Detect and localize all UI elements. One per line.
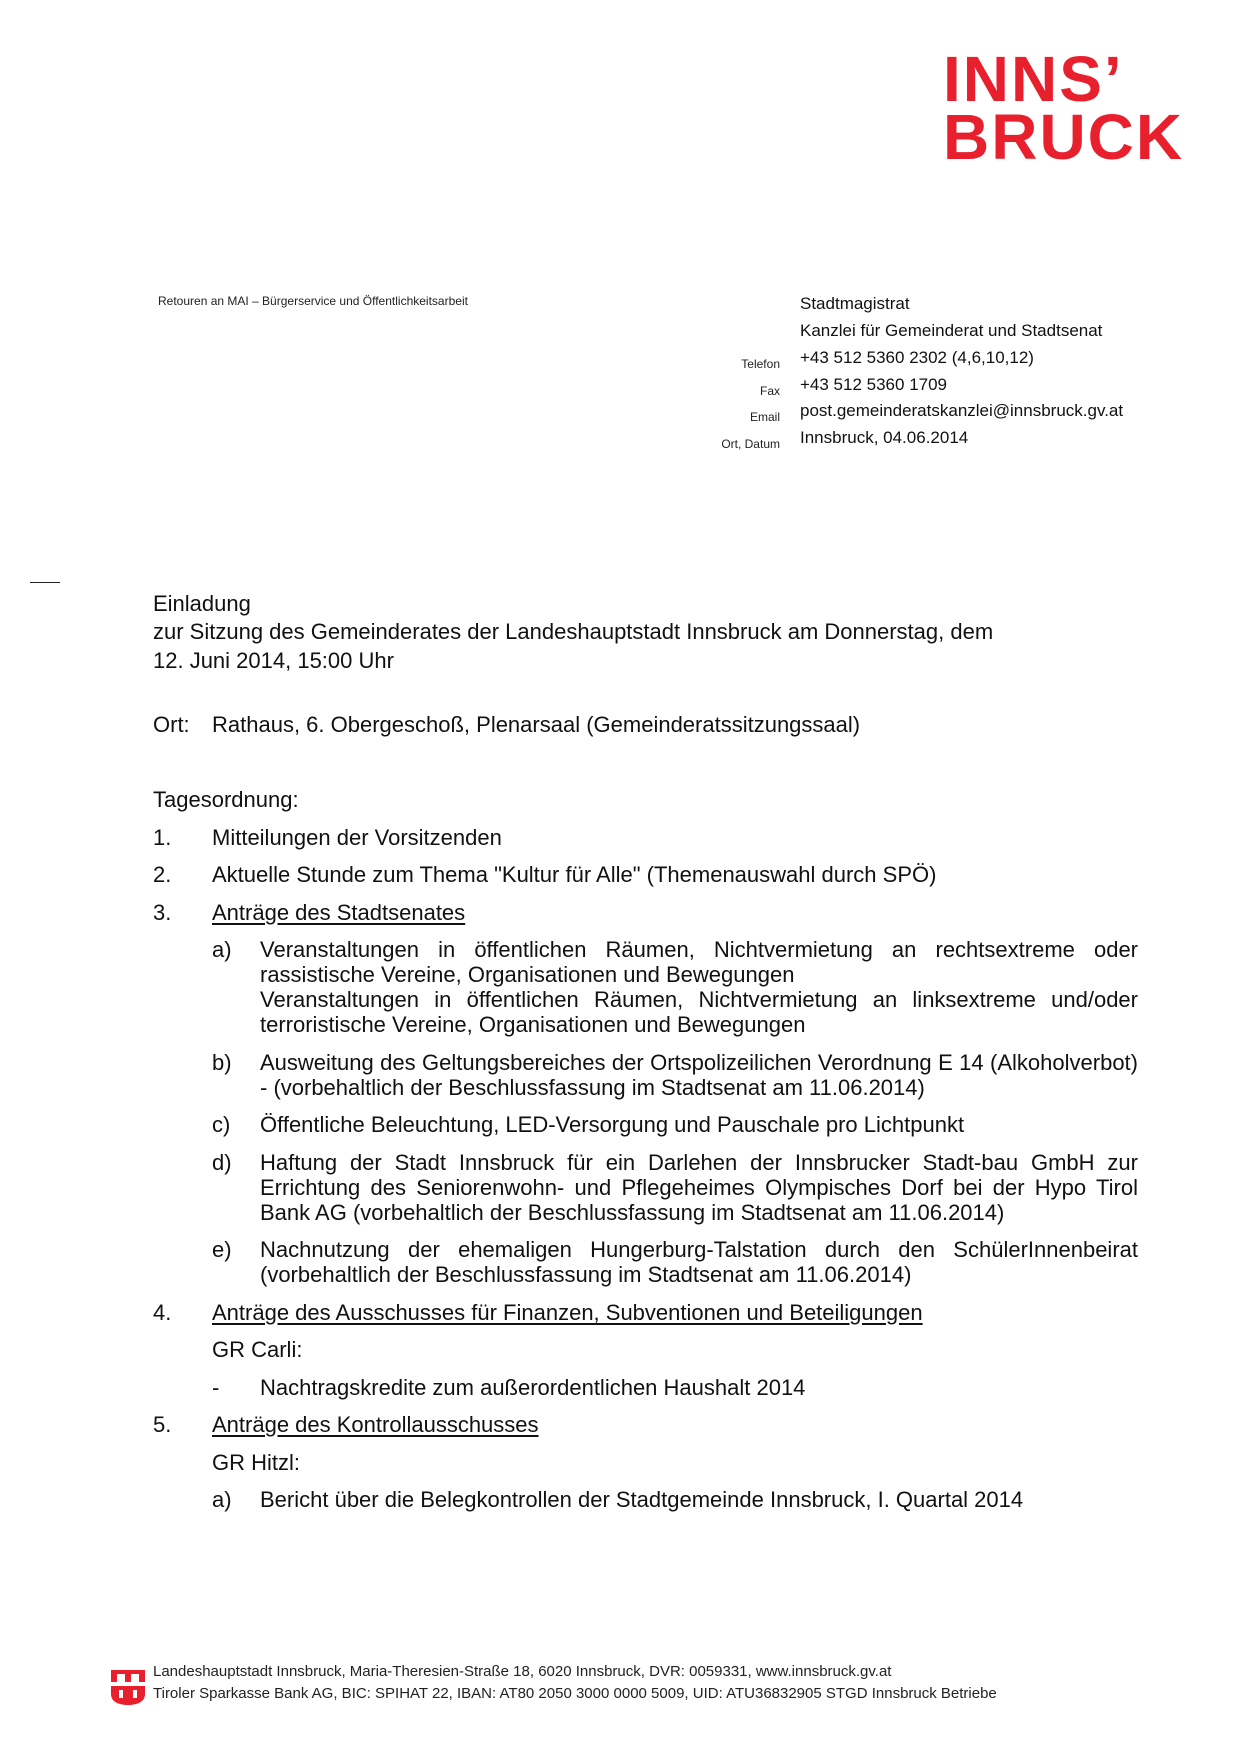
agenda-item-number: 4. [153,1300,172,1325]
speaker-label: GR Carli: [212,1337,303,1362]
place-date-value: Innsbruck, 04.06.2014 [800,428,969,447]
email-value: post.gemeinderatskanzlei@innsbruck.gv.at [800,401,1124,420]
agenda-item-text: Aktuelle Stunde zum Thema "Kultur für Alle" (Themenauswahl durch SPÖ) [212,862,937,887]
invitation-date: 12. Juni 2014, 15:00 Uhr [153,648,394,673]
sub-item-letter: b) [212,1050,232,1075]
invitation-title: Einladung [153,591,251,616]
agenda-section-heading: Anträge des Ausschusses für Finanzen, Subventionen und Beteiligungen [212,1300,923,1325]
agenda-item-number: 1. [153,825,172,850]
location-value: Rathaus, 6. Obergeschoß, Plenarsaal (Gemeinderatssitzungssaal) [212,712,861,737]
sub-item-text: Nachtragskredite zum außerordentlichen Haushalt 2014 [260,1375,806,1400]
invitation-subtitle: zur Sitzung des Gemeinderates der Landeshauptstadt Innsbruck am Donnerstag, dem [153,619,994,644]
email-label: Email [749,410,780,424]
phone-label: Telefon [741,357,780,371]
agenda-item-number: 5. [153,1412,172,1437]
sub-item-letter: a) [212,937,232,962]
sub-item-letter: c) [212,1112,231,1137]
innsbruck-logo [943,43,1190,180]
phone-value: +43 512 5360 2302 (4,6,10,12) [800,348,1034,367]
sub-item-letter: e) [212,1237,232,1262]
agenda-item-number: 2. [153,862,172,887]
place-date-label: Ort, Datum [721,437,780,451]
city-emblem-icon [111,1668,145,1706]
sub-item-letter: a) [212,1487,232,1512]
footer-address: Landeshauptstadt Innsbruck, Maria-Theresien-Straße 18, 6020 Innsbruck, DVR: 0059331, www.innsbruck.gv.at [153,1663,892,1680]
fax-value: +43 512 5360 1709 [800,375,948,394]
agenda-section-heading: Anträge des Stadtsenates [212,900,466,925]
fold-mark [30,582,60,583]
sub-item-bullet: - [212,1375,220,1400]
sub-item-text: Bericht über die Belegkontrollen der Stadtgemeinde Innsbruck, I. Quartal 2014 [260,1487,1024,1512]
sub-item-text: Ausweitung des Geltungsbereiches der Ortspolizeilichen Verordnung E 14 (Alkoholverbot) - (vorbehaltlich der Beschlussfassung im Stadtsenat am 11.06.2014) [260,1050,1138,1100]
logo-line-2: BRUCK [943,101,1185,173]
sub-item-text: Nachnutzung der ehemaligen Hungerburg-Talstation durch den SchülerInnenbeirat (vorbehaltlich der Beschlussfassung im Stadtsenat am 11.06.2014) [260,1237,1138,1287]
agenda-item-number: 3. [153,900,172,925]
sub-item-text: Veranstaltungen in öffentlichen Räumen, Nichtvermietung an rechtsextreme oder rassistische Vereine, Organisationen und Bewegungen Veranstaltungen in öffentlichen Räumen, Nichtvermietung an linksextreme und/oder terroristische Vereine, Organisationen und Bewegungen [260,937,1138,1037]
agenda-item-text: Mitteilungen der Vorsitzenden [212,825,502,850]
footer-bank-details: Tiroler Sparkasse Bank AG, BIC: SPIHAT 22, IBAN: AT80 2050 3000 0000 5009, UID: ATU36832905 STGD Innsbruck Betriebe [153,1685,997,1702]
sender-office: Kanzlei für Gemeinderat und Stadtsenat [800,321,1103,340]
agenda-title: Tagesordnung: [153,787,299,812]
logo-line-1: INNS’ [943,43,1124,115]
speaker-label: GR Hitzl: [212,1450,300,1475]
sender-department: Stadtmagistrat [800,294,910,313]
return-address: Retouren an MAI – Bürgerservice und Öffentlichkeitsarbeit [158,294,468,308]
sub-item-letter: d) [212,1150,232,1175]
agenda-section-heading: Anträge des Kontrollausschusses [212,1412,539,1437]
sub-item-text: Haftung der Stadt Innsbruck für ein Darlehen der Innsbrucker Stadt-bau GmbH zur Errichtung des Seniorenwohn- und Pflegeheimes Olympisches Dorf bei der Hypo Tirol Bank AG (vorbehaltlich der Beschlussfassung im Stadtsenat am 11.06.2014) [260,1150,1138,1225]
fax-label: Fax [759,384,780,398]
sub-item-text: Öffentliche Beleuchtung, LED-Versorgung und Pauschale pro Lichtpunkt [260,1112,965,1137]
location-label: Ort: [153,712,190,737]
